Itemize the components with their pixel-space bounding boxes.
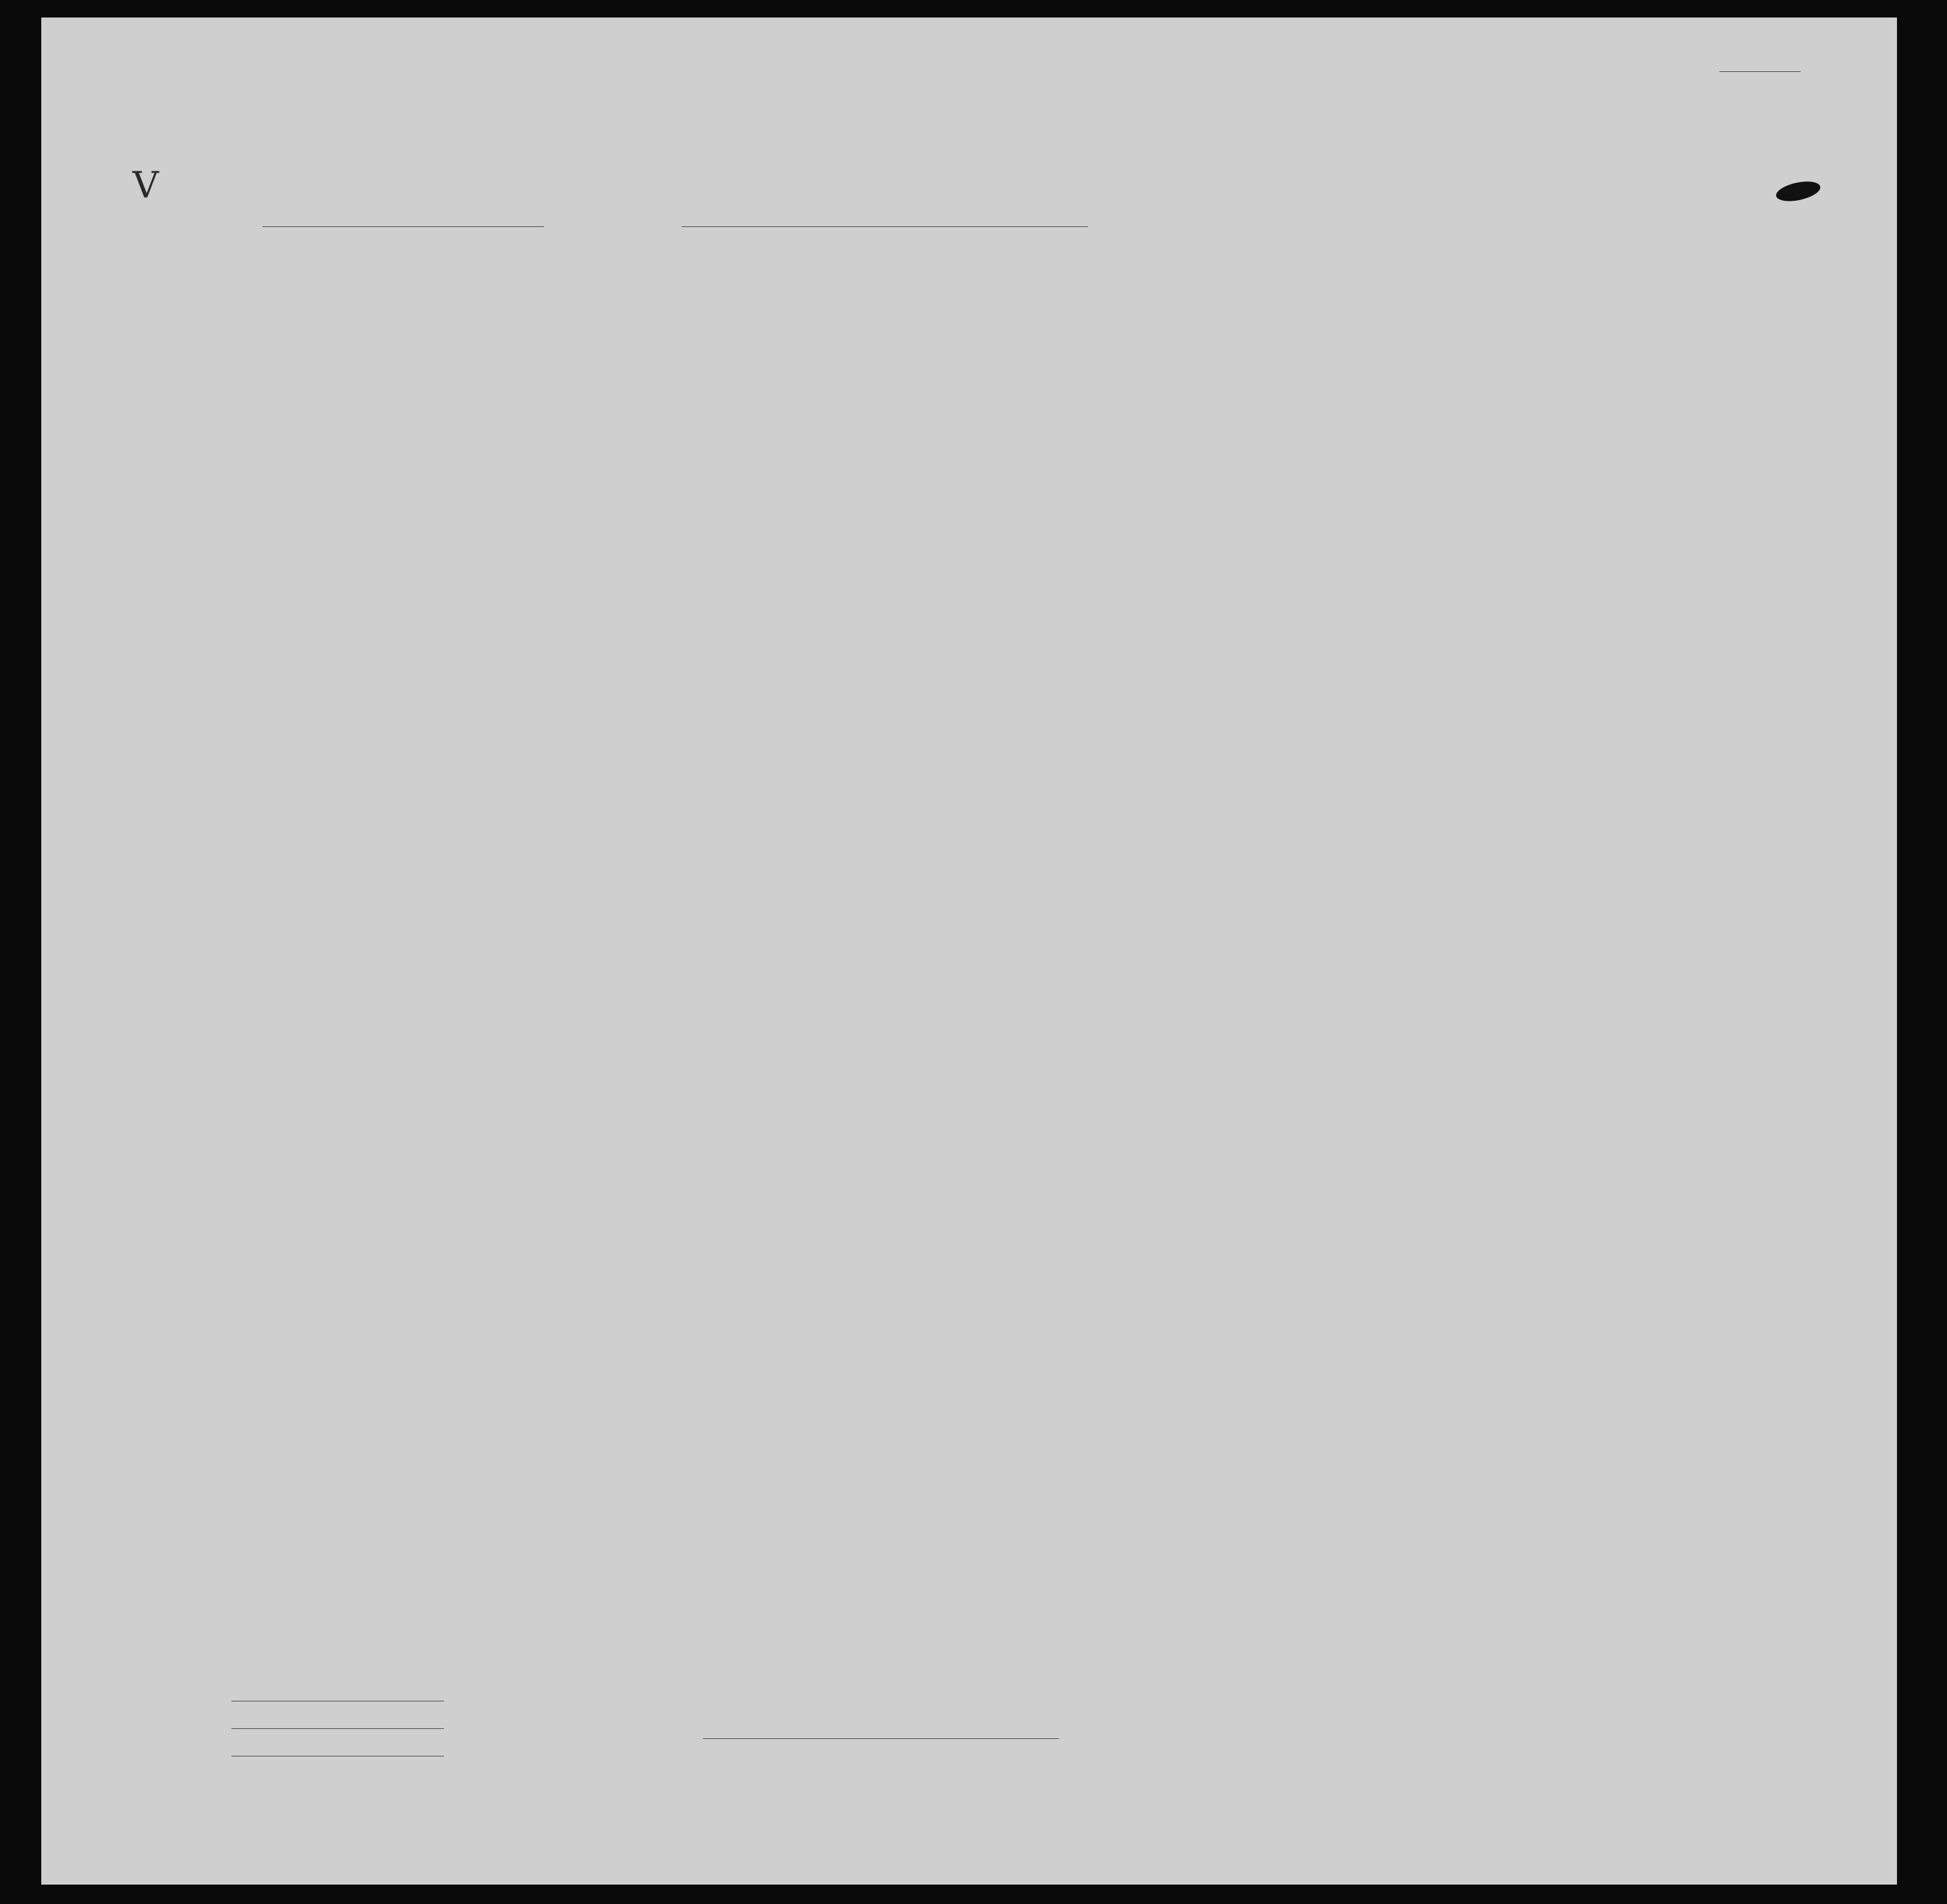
handwritten-mark: V xyxy=(133,164,159,206)
owners-underline xyxy=(231,1728,444,1729)
manifest-page xyxy=(41,18,1897,1885)
date-underline xyxy=(682,226,1088,227)
sheet-line xyxy=(1719,71,1801,72)
inspector-signature-line xyxy=(703,1738,1059,1739)
vessel-underline xyxy=(263,226,544,227)
